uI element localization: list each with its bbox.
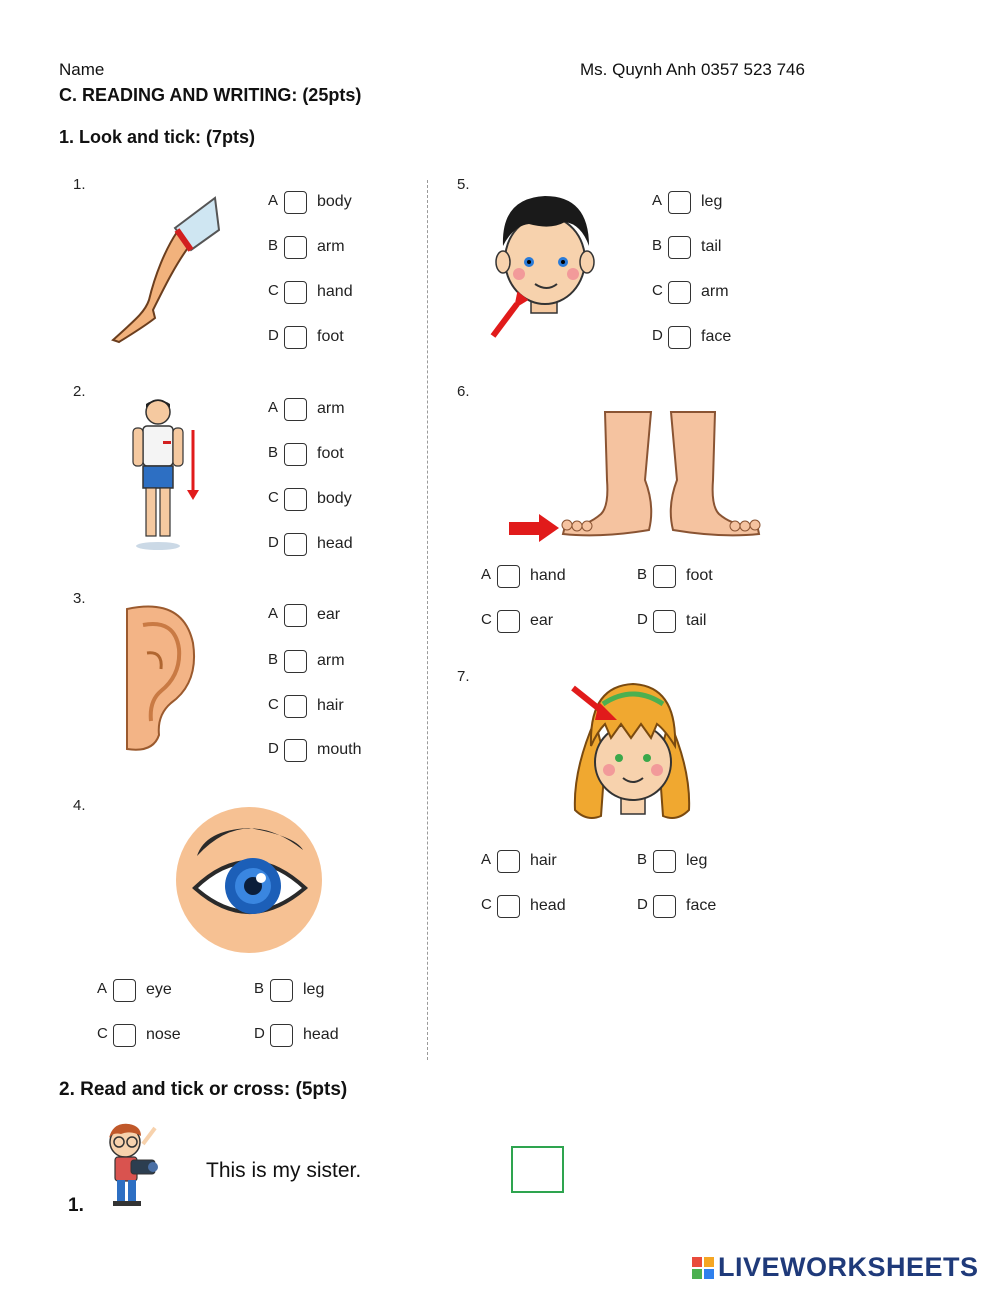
option-letter: A bbox=[268, 191, 279, 209]
answer-checkbox[interactable] bbox=[113, 1024, 136, 1047]
option-letter: B bbox=[268, 650, 279, 668]
option-word: hand bbox=[530, 567, 566, 584]
option-c[interactable] bbox=[97, 1020, 181, 1050]
question-number: 5. bbox=[457, 176, 470, 193]
option-d[interactable] bbox=[637, 606, 706, 636]
option-letter: D bbox=[637, 895, 648, 913]
option-b[interactable] bbox=[637, 846, 707, 876]
option-b[interactable] bbox=[268, 439, 344, 469]
answer-checkbox[interactable] bbox=[497, 850, 520, 873]
option-word: body bbox=[317, 490, 352, 507]
ear-image bbox=[123, 603, 203, 753]
option-word: hair bbox=[530, 852, 557, 869]
option-letter: B bbox=[268, 443, 279, 461]
question-number: 2. bbox=[73, 383, 86, 400]
option-c[interactable] bbox=[268, 691, 344, 721]
answer-checkbox[interactable] bbox=[284, 398, 307, 421]
question-number: 7. bbox=[457, 668, 470, 685]
answer-checkbox[interactable] bbox=[284, 326, 307, 349]
option-word: nose bbox=[146, 1026, 181, 1043]
answer-checkbox[interactable] bbox=[497, 565, 520, 588]
option-word: face bbox=[701, 328, 732, 345]
option-c[interactable] bbox=[268, 277, 353, 307]
option-letter: C bbox=[268, 281, 279, 299]
option-b[interactable] bbox=[268, 232, 345, 262]
option-d[interactable] bbox=[652, 322, 731, 352]
answer-checkbox[interactable] bbox=[284, 281, 307, 304]
logo-cubes-icon bbox=[692, 1257, 714, 1279]
option-word: arm bbox=[317, 652, 345, 669]
body-image bbox=[125, 396, 205, 552]
option-a[interactable] bbox=[268, 187, 352, 217]
option-letter: B bbox=[254, 979, 265, 997]
item-sentence: This is my sister. bbox=[206, 1159, 362, 1182]
option-letter: A bbox=[268, 604, 279, 622]
question-number: 1. bbox=[73, 176, 86, 193]
option-letter: A bbox=[481, 565, 492, 583]
option-word: ear bbox=[317, 606, 341, 623]
option-letter: A bbox=[97, 979, 108, 997]
teacher-info: Ms. Quynh Anh 0357 523 746 bbox=[580, 60, 805, 79]
answer-checkbox[interactable] bbox=[284, 191, 307, 214]
option-a[interactable] bbox=[652, 187, 722, 217]
option-word: body bbox=[317, 193, 352, 210]
option-c[interactable] bbox=[652, 277, 729, 307]
option-letter: A bbox=[481, 850, 492, 868]
option-word: arm bbox=[317, 238, 345, 255]
option-word: hand bbox=[317, 283, 353, 300]
option-a[interactable] bbox=[481, 561, 566, 591]
option-d[interactable] bbox=[637, 891, 716, 921]
option-a[interactable] bbox=[481, 846, 557, 876]
option-a[interactable] bbox=[268, 394, 345, 424]
answer-checkbox[interactable] bbox=[284, 650, 307, 673]
option-a[interactable] bbox=[97, 975, 172, 1005]
option-letter: B bbox=[637, 850, 648, 868]
answer-checkbox[interactable] bbox=[653, 850, 676, 873]
feet-image bbox=[505, 410, 765, 545]
option-letter: D bbox=[254, 1024, 265, 1042]
option-letter: C bbox=[652, 281, 663, 299]
answer-checkbox[interactable] bbox=[284, 443, 307, 466]
answer-checkbox[interactable] bbox=[497, 895, 520, 918]
answer-checkbox[interactable] bbox=[653, 565, 676, 588]
answer-checkbox[interactable] bbox=[270, 1024, 293, 1047]
eye-image bbox=[175, 806, 325, 954]
option-d[interactable] bbox=[254, 1020, 339, 1050]
option-letter: C bbox=[268, 488, 279, 506]
question-number: 4. bbox=[73, 797, 86, 814]
option-word: leg bbox=[303, 981, 325, 998]
option-letter: A bbox=[652, 191, 663, 209]
part2-title: 2. Read and tick or cross: (5pts) bbox=[59, 1079, 348, 1100]
answer-checkbox[interactable] bbox=[653, 895, 676, 918]
option-word: head bbox=[317, 535, 353, 552]
answer-checkbox[interactable] bbox=[284, 695, 307, 718]
option-word: arm bbox=[317, 400, 345, 417]
option-letter: D bbox=[268, 533, 279, 551]
option-word: leg bbox=[686, 852, 708, 869]
option-d[interactable] bbox=[268, 529, 353, 559]
option-d[interactable] bbox=[268, 735, 361, 765]
option-b[interactable] bbox=[652, 232, 721, 262]
answer-checkbox[interactable] bbox=[270, 979, 293, 1002]
option-d[interactable] bbox=[268, 322, 344, 352]
part1-title: 1. Look and tick: (7pts) bbox=[59, 127, 256, 147]
liveworksheets-logo bbox=[692, 1252, 979, 1283]
option-word: face bbox=[686, 897, 717, 914]
answer-checkbox[interactable] bbox=[653, 610, 676, 633]
answer-checkbox[interactable] bbox=[284, 739, 307, 762]
option-letter: C bbox=[481, 895, 492, 913]
option-word: hair bbox=[317, 697, 344, 714]
logo-text: LIVEWORKSHEETS bbox=[718, 1252, 979, 1282]
option-letter: D bbox=[268, 326, 279, 344]
option-word: foot bbox=[317, 328, 344, 345]
option-word: foot bbox=[317, 445, 344, 462]
option-letter: D bbox=[637, 610, 648, 628]
option-letter: B bbox=[637, 565, 648, 583]
answer-checkbox[interactable] bbox=[284, 236, 307, 259]
option-word: head bbox=[530, 897, 566, 914]
option-word: ear bbox=[530, 612, 554, 629]
option-letter: C bbox=[97, 1024, 108, 1042]
girl-hair-image bbox=[565, 680, 700, 825]
answer-checkbox[interactable] bbox=[668, 236, 691, 259]
question-number: 6. bbox=[457, 383, 470, 400]
option-letter: A bbox=[268, 398, 279, 416]
answer-checkbox[interactable] bbox=[284, 604, 307, 627]
name-label: Name bbox=[59, 60, 105, 79]
option-letter: D bbox=[268, 739, 279, 757]
option-word: head bbox=[303, 1026, 339, 1043]
option-word: mouth bbox=[317, 741, 362, 758]
option-letter: B bbox=[268, 236, 279, 254]
option-word: tail bbox=[686, 612, 707, 629]
option-word: leg bbox=[701, 193, 723, 210]
option-c[interactable] bbox=[481, 891, 566, 921]
option-letter: C bbox=[481, 610, 492, 628]
option-c[interactable] bbox=[481, 606, 553, 636]
option-word: tail bbox=[701, 238, 722, 255]
answer-checkbox[interactable] bbox=[497, 610, 520, 633]
option-word: eye bbox=[146, 981, 172, 998]
option-word: arm bbox=[701, 283, 729, 300]
item-number: 1. bbox=[68, 1195, 84, 1216]
option-letter: D bbox=[652, 326, 663, 344]
question-number: 3. bbox=[73, 590, 86, 607]
option-a[interactable] bbox=[268, 600, 340, 630]
boy-with-camera-image bbox=[95, 1122, 163, 1208]
answer-checkbox[interactable] bbox=[668, 281, 691, 304]
option-letter: B bbox=[652, 236, 663, 254]
answer-checkbox[interactable] bbox=[113, 979, 136, 1002]
answer-checkbox[interactable] bbox=[284, 488, 307, 511]
option-c[interactable] bbox=[268, 484, 352, 514]
section-title: C. READING AND WRITING: (25pts) bbox=[59, 85, 362, 105]
answer-checkbox[interactable] bbox=[668, 326, 691, 349]
answer-checkbox[interactable] bbox=[284, 533, 307, 556]
boy-face-image bbox=[485, 190, 595, 342]
column-divider bbox=[427, 180, 428, 1060]
tick-cross-box[interactable] bbox=[511, 1146, 564, 1193]
option-b[interactable] bbox=[254, 975, 324, 1005]
answer-checkbox[interactable] bbox=[668, 191, 691, 214]
option-letter: C bbox=[268, 695, 279, 713]
option-b[interactable] bbox=[637, 561, 713, 591]
option-b[interactable] bbox=[268, 646, 345, 676]
option-word: foot bbox=[686, 567, 713, 584]
arm-image bbox=[105, 190, 220, 345]
